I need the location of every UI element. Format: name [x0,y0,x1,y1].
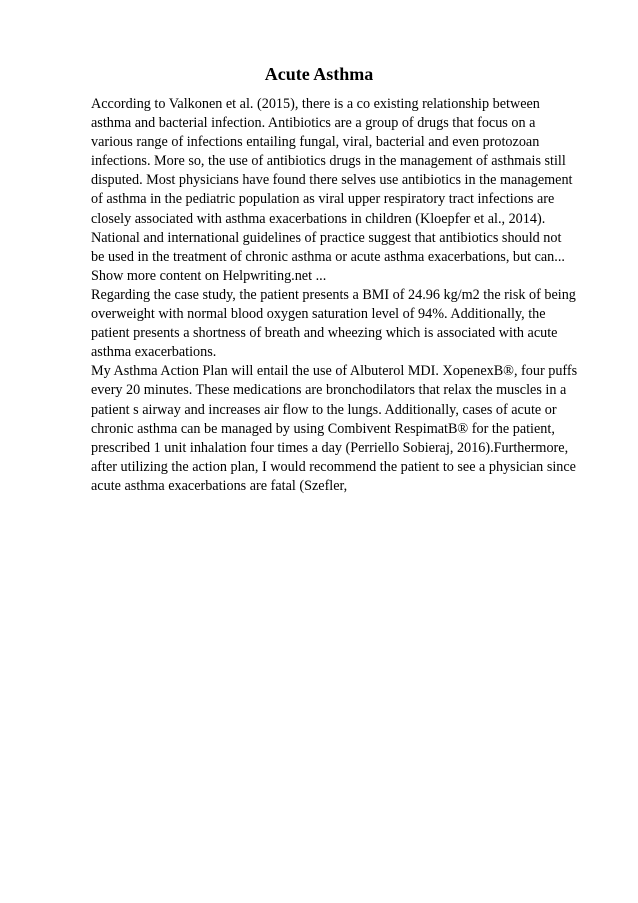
body-line: chronic asthma can be managed by using Combivent RespimatB® for the patient, [91,420,555,437]
body-line: be used in the treatment of chronic asthma or acute asthma exacerbations, but can... [91,248,565,265]
body-line: closely associated with asthma exacerbations in children (Kloepfer et al., 2014). [91,210,546,227]
body-line: various range of infections entailing fungal, viral, bacterial and even protozoan [91,134,540,151]
body-line: infections. More so, the use of antibiotics drugs in the management of asthmais still [91,153,566,170]
body-line: every 20 minutes. These medications are bronchodilators that relax the muscles in a [91,382,567,399]
body-line: disputed. Most physicians have found there selves use antibiotics in the management [91,172,573,189]
body-line: asthma and bacterial infection. Antibiotics are a group of drugs that focus on a [91,115,536,132]
document-body [91,95,611,496]
body-line: National and international guidelines of practice suggest that antibiotics should not [91,229,562,246]
body-line: after utilizing the action plan, I would recommend the patient to see a physician since [91,458,576,475]
body-line: Regarding the case study, the patient presents a BMI of 24.96 kg/m2 the risk of being [91,286,576,303]
body-line: According to Valkonen et al. (2015), there is a co existing relationship between [91,96,540,112]
body-line: acute asthma exacerbations are fatal (Szefler, [91,477,348,494]
document-title: Acute Asthma [264,64,374,84]
body-line: patient presents a shortness of breath and wheezing which is associated with acute [91,325,558,342]
body-line: My Asthma Action Plan will entail the use of Albuterol MDI. XopenexB®, four puffs [91,363,578,380]
body-line: prescribed 1 unit inhalation four times a day (Perriello Sobieraj, 2016).Furthermore, [91,439,569,456]
show-more-link[interactable]: Show more content on Helpwriting.net ... [91,267,327,284]
body-line: of asthma in the pediatric population as viral upper respiratory tract infections are [91,191,555,208]
body-line: overweight with normal blood oxygen saturation level of 94%. Additionally, the [91,306,546,323]
body-line: asthma exacerbations. [91,344,217,361]
body-line: patient s airway and increases air flow to the lungs. Additionally, cases of acute or [91,401,557,418]
